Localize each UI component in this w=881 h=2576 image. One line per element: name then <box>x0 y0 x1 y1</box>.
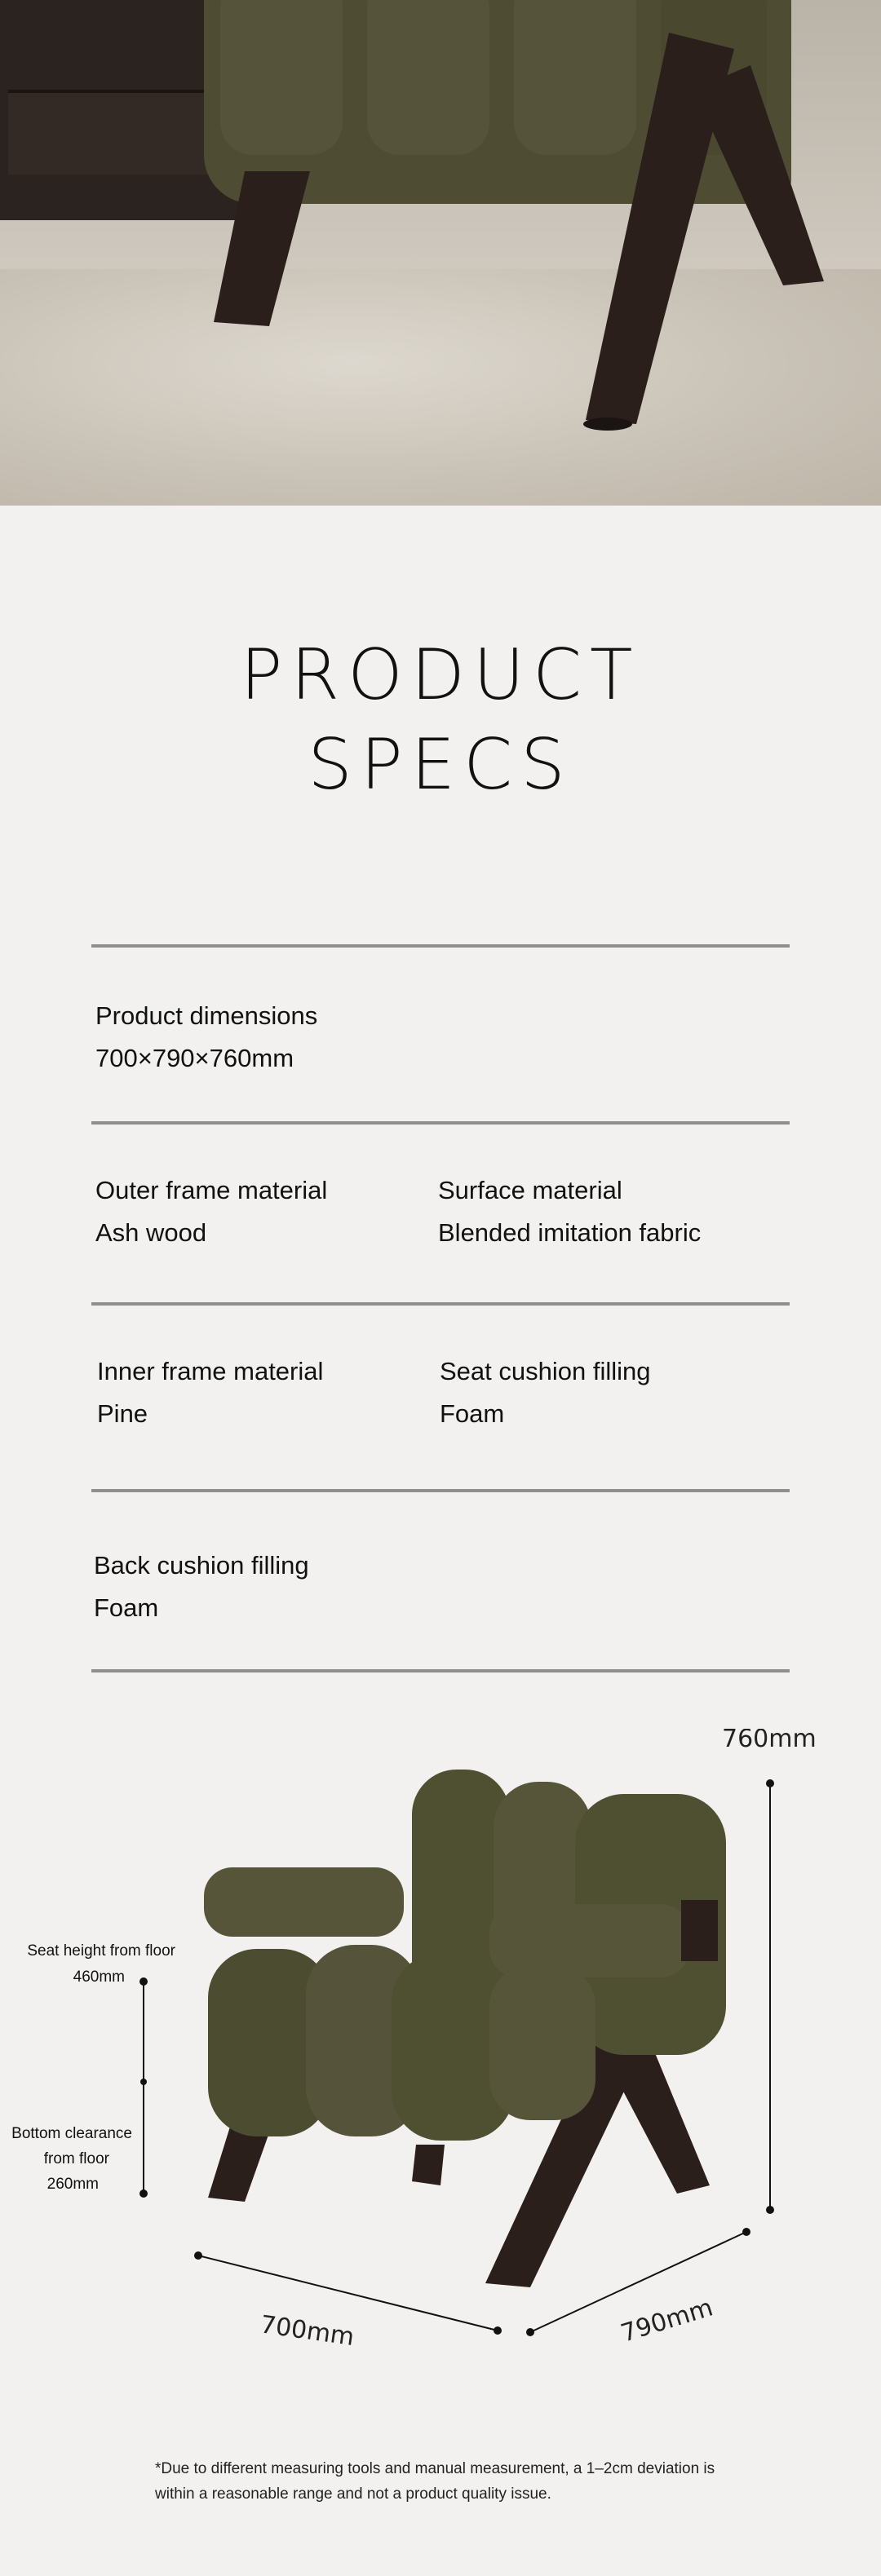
clearance-value: 260mm <box>46 2176 99 2193</box>
spec-inner-frame-label: Inner frame material <box>97 1357 324 1385</box>
spec-outer-frame-value: Ash wood <box>95 1218 207 1247</box>
divider <box>91 944 790 948</box>
spec-seat-cushion-label: Seat cushion filling <box>440 1357 651 1385</box>
spec-surface-value: Blended imitation fabric <box>438 1218 702 1247</box>
page-title-line-1: PRODUCT <box>240 634 641 716</box>
seat-height-label: Seat height from floor <box>27 1942 175 1960</box>
spec-back-cushion-label: Back cushion filling <box>94 1551 309 1580</box>
disclaimer-line-1: *Due to different measuring tools and manual measurement, a 1–2cm deviation is <box>155 2460 715 2477</box>
spec-outer-frame-label: Outer frame material <box>95 1176 328 1204</box>
height-label: 760mm <box>722 1729 817 1753</box>
depth-label: 790mm <box>618 2293 717 2348</box>
hero-chair-legs <box>0 0 881 506</box>
divider <box>91 1489 790 1492</box>
width-label: 700mm <box>258 2310 356 2353</box>
divider <box>91 1302 790 1306</box>
clearance-label-1: Bottom clearance <box>11 2125 132 2142</box>
spec-inner-frame-value: Pine <box>97 1399 148 1428</box>
spec-back-cushion-value: Foam <box>94 1593 159 1622</box>
divider <box>91 1121 790 1125</box>
spec-surface-label: Surface material <box>438 1176 622 1204</box>
seat-height-value: 460mm <box>73 1968 125 1986</box>
spec-dimensions-value: 700×790×760mm <box>95 1044 294 1072</box>
chair-illustration <box>0 1729 881 2365</box>
divider <box>91 1669 790 1672</box>
disclaimer <box>155 2456 775 2507</box>
hero-photo <box>0 0 881 506</box>
page-title-line-2: SPECS <box>308 724 573 806</box>
spec-dimensions-label: Product dimensions <box>95 1001 318 1030</box>
spec-seat-cushion-value: Foam <box>440 1399 505 1428</box>
clearance-label-2: from floor <box>43 2150 109 2167</box>
dimension-diagram <box>0 1729 881 2365</box>
disclaimer-line-2: within a reasonable range and not a product quality issue. <box>155 2485 551 2503</box>
